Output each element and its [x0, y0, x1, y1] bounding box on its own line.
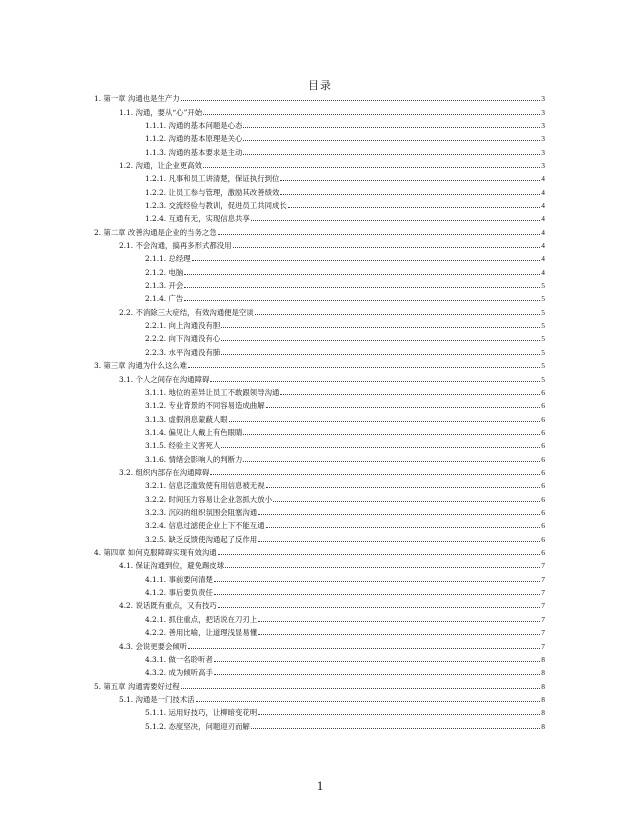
toc-entry-label: 3.2.4. 信息过滤使企业上下不能互通: [145, 521, 265, 531]
toc-entry[interactable]: [145, 183, 545, 196]
toc-entry-label: 3.2.3. 沉闷的组织氛围会阻塞沟通: [145, 508, 258, 518]
dot-leader: [196, 701, 541, 702]
toc-entry-label: 1.2.1. 凡事和员工讲清楚，保证执行到位: [145, 174, 280, 184]
toc-entry-page: 8: [541, 668, 545, 678]
toc-entry-page: 4: [541, 267, 545, 277]
toc-entry-page: 7: [541, 601, 545, 611]
dot-leader: [218, 234, 541, 235]
toc-entry-page: 5: [541, 294, 545, 304]
toc-entry-label: 3.1.2. 专业背景的不同容易造成曲解: [145, 401, 265, 411]
dot-leader: [280, 394, 540, 395]
dot-leader: [258, 514, 540, 515]
toc-entry[interactable]: [145, 170, 545, 183]
dot-leader: [221, 354, 540, 355]
toc-entry-page: 6: [541, 548, 545, 558]
dot-leader: [288, 207, 541, 208]
dot-leader: [258, 714, 540, 715]
dot-leader: [243, 154, 540, 155]
toc-entry-label: 4.2. 说话既有重点，又有技巧: [119, 601, 217, 611]
toc-entry-label: 4.3.2. 成为倾听高手: [145, 668, 213, 678]
toc-entry[interactable]: [145, 317, 545, 330]
toc-entry-page: 6: [541, 387, 545, 397]
toc-entry[interactable]: [145, 717, 545, 730]
toc-entry[interactable]: [145, 611, 545, 624]
toc-entry-page: 6: [541, 401, 545, 411]
toc-entry-label: 4. 第四章 如何克服障碍实现有效沟通: [94, 548, 217, 558]
dot-leader: [243, 140, 540, 141]
dot-leader: [251, 220, 540, 221]
toc-entry[interactable]: [145, 624, 545, 637]
dot-leader: [203, 114, 540, 115]
toc-entry-label: 3. 第三章 沟通为什么这么难: [94, 361, 188, 371]
toc-entry[interactable]: [119, 370, 545, 383]
toc-entry-label: 5.1. 沟通是一门技术活: [119, 694, 195, 704]
toc-entry-label: 1.2.2. 让员工参与管理，激励其改善绩效: [145, 187, 280, 197]
toc-entry-page: 4: [541, 241, 545, 251]
dot-leader: [218, 607, 541, 608]
toc-entry[interactable]: [145, 264, 545, 277]
toc-entry-page: 6: [541, 427, 545, 437]
toc-entry-label: 2.1.4. 广告: [145, 294, 184, 304]
toc-entry-label: 3.1.5. 经验主义害死人: [145, 441, 221, 451]
toc-entry[interactable]: [119, 157, 545, 170]
toc-entry-page: 4: [541, 214, 545, 224]
toc-entry-label: 3.2.1. 信息泛滥致使有用信息被无视: [145, 481, 265, 491]
toc-entry-page: 5: [541, 281, 545, 291]
toc-entry-label: 3.2. 组织内部存在沟通障碍: [119, 467, 210, 477]
dot-leader: [184, 287, 540, 288]
toc-entry[interactable]: [119, 103, 545, 116]
dot-leader: [218, 554, 541, 555]
dot-leader: [255, 314, 541, 315]
toc-entry-page: 6: [541, 414, 545, 424]
toc-entry-page: 5: [541, 347, 545, 357]
toc-entry-page: 3: [541, 107, 545, 117]
toc-entry[interactable]: [119, 464, 545, 477]
toc-entry[interactable]: [145, 130, 545, 143]
toc-entry-label: 1.1.3. 沟通的基本要求是主动: [145, 147, 243, 157]
toc-entry[interactable]: [119, 597, 545, 610]
dot-leader: [210, 381, 540, 382]
toc-entry-label: 4.3. 会说更要会倾听: [119, 641, 188, 651]
toc-entry-page: 3: [541, 160, 545, 170]
toc-entry-page: 3: [541, 120, 545, 130]
toc-entry-page: 7: [541, 574, 545, 584]
toc-entry[interactable]: [145, 517, 545, 530]
dot-leader: [229, 421, 541, 422]
toc-entry[interactable]: [145, 477, 545, 490]
toc-entry-label: 2.1. 不会沟通，搞再多形式都没用: [119, 241, 232, 251]
dot-leader: [251, 728, 540, 729]
toc-entry[interactable]: [119, 557, 545, 570]
toc-entry[interactable]: [145, 704, 545, 717]
toc-entry-page: 6: [541, 481, 545, 491]
toc-entry[interactable]: [119, 691, 545, 704]
toc-entry-label: 4.3.1. 做一名聆听者: [145, 654, 213, 664]
toc-entry-page: 7: [541, 641, 545, 651]
toc-entry-label: 2.2.2. 向下沟通没有心: [145, 334, 221, 344]
toc-entry-label: 1. 第一章 沟通也是生产力: [94, 94, 180, 104]
dot-leader: [188, 367, 540, 368]
toc-entry[interactable]: [145, 571, 545, 584]
toc-entry-page: 6: [541, 494, 545, 504]
toc-entry-page: 8: [541, 721, 545, 731]
toc-entry[interactable]: [145, 210, 545, 223]
toc-entry-page: 4: [541, 174, 545, 184]
toc-entry-page: 8: [541, 654, 545, 664]
toc-entry-page: 6: [541, 521, 545, 531]
toc-entry[interactable]: [145, 450, 545, 463]
dot-leader: [181, 688, 541, 689]
toc-entry-label: 2.2.3. 水平沟通没有肺: [145, 347, 221, 357]
toc-entry[interactable]: [94, 357, 545, 370]
toc-entry[interactable]: [145, 651, 545, 664]
toc-entry-label: 3.2.5. 缺乏反馈使沟通起了反作用: [145, 534, 258, 544]
dot-leader: [280, 180, 540, 181]
toc-entry[interactable]: [145, 344, 545, 357]
toc-entry-page: 8: [541, 681, 545, 691]
toc-entry-page: 5: [541, 361, 545, 371]
dot-leader: [184, 274, 540, 275]
toc-entry-label: 1.2.4. 互通有无，实现信息共享: [145, 214, 250, 224]
toc-entry-page: 7: [541, 628, 545, 638]
toc-entry[interactable]: [145, 197, 545, 210]
toc-entry[interactable]: [94, 224, 545, 237]
toc-entry-page: 4: [541, 227, 545, 237]
dot-leader: [221, 327, 540, 328]
toc-entry-label: 4.1. 保证沟通到位，避免踢皮球: [119, 561, 225, 571]
toc-entry-label: 4.2.2. 善用比喻，让道理浅显易懂: [145, 628, 258, 638]
dot-leader: [258, 541, 540, 542]
toc-entry-label: 1.2. 沟通，让企业更高效: [119, 160, 202, 170]
dot-leader: [266, 487, 541, 488]
toc-entry-label: 2.1.1. 总经理: [145, 254, 191, 264]
toc-entry-page: 5: [541, 307, 545, 317]
toc-entry-label: 3.2.2. 时间压力容易让企业忽抓大放小: [145, 494, 272, 504]
dot-leader: [184, 300, 540, 301]
dot-leader: [266, 407, 541, 408]
dot-leader: [266, 527, 541, 528]
toc-entry-page: 6: [541, 534, 545, 544]
toc-entry-label: 1.1.1. 沟通的基本问题是心态: [145, 120, 243, 130]
toc-entry[interactable]: [145, 437, 545, 450]
toc-entry-page: 7: [541, 588, 545, 598]
toc-entry-label: 1.1.2. 沟通的基本原理是关心: [145, 134, 243, 144]
dot-leader: [258, 621, 540, 622]
toc-entry[interactable]: [119, 304, 545, 317]
dot-leader: [203, 167, 540, 168]
toc-entry-label: 5.1.2. 态度坚决，问题迎刃而解: [145, 721, 250, 731]
toc-entry-label: 2.2. 不消除三大症结，有效沟通便是空谈: [119, 307, 254, 317]
toc-entry-label: 2. 第二章 改善沟通是企业的当务之急: [94, 227, 217, 237]
toc-entry[interactable]: [145, 504, 545, 517]
toc-entry-page: 6: [541, 467, 545, 477]
toc-entry-page: 3: [541, 94, 545, 104]
toc-entry[interactable]: [145, 330, 545, 343]
toc-entry[interactable]: [94, 677, 545, 690]
toc-entry-page: 6: [541, 508, 545, 518]
toc-entry-label: 1.2.3. 交流经验与教训，促进员工共同成长: [145, 200, 287, 210]
toc-entry-label: 2.1.3. 开会: [145, 281, 184, 291]
toc-entry[interactable]: [145, 491, 545, 504]
toc-entry[interactable]: [145, 250, 545, 263]
dot-leader: [214, 581, 540, 582]
toc-entry[interactable]: [145, 424, 545, 437]
toc-entry-page: 3: [541, 134, 545, 144]
dot-leader: [221, 340, 540, 341]
toc-entry[interactable]: [145, 117, 545, 130]
toc-entry[interactable]: [119, 237, 545, 250]
page-number: 1: [316, 778, 324, 793]
dot-leader: [214, 661, 540, 662]
dot-leader: [221, 447, 540, 448]
toc-entry-page: 5: [541, 321, 545, 331]
toc-entry[interactable]: [145, 531, 545, 544]
toc-entry[interactable]: [145, 397, 545, 410]
toc-entry-label: 3.1.3. 虚假消息蒙蔽人眼: [145, 414, 228, 424]
toc-entry-page: 3: [541, 147, 545, 157]
toc-entry-label: 4.1.1. 事前要问清楚: [145, 574, 213, 584]
toc-entry[interactable]: [94, 544, 545, 557]
toc-entry-page: 6: [541, 441, 545, 451]
dot-leader: [214, 674, 540, 675]
dot-leader: [243, 127, 540, 128]
dot-leader: [188, 648, 540, 649]
dot-leader: [181, 100, 541, 101]
toc-entry[interactable]: [145, 410, 545, 423]
toc-entry-label: 5. 第五章 沟通需要好过程: [94, 681, 180, 691]
toc-entry-page: 7: [541, 561, 545, 571]
dot-leader: [192, 260, 541, 261]
toc-entry[interactable]: [145, 664, 545, 677]
toc-entry-page: 4: [541, 254, 545, 264]
toc-entry-page: 4: [541, 200, 545, 210]
toc-entry-page: 7: [541, 614, 545, 624]
toc-entry-page: 5: [541, 374, 545, 384]
toc-entry-label: 3.1.4. 偏见让人戴上有色眼睛: [145, 427, 243, 437]
toc-entry[interactable]: [119, 637, 545, 650]
toc-entry-page: 8: [541, 708, 545, 718]
dot-leader: [225, 567, 540, 568]
toc-entry-label: 2.2.1. 向上沟通没有胆: [145, 321, 221, 331]
toc-entry-page: 6: [541, 454, 545, 464]
toc-entry-page: 5: [541, 334, 545, 344]
toc-entry[interactable]: [145, 384, 545, 397]
dot-leader: [214, 594, 540, 595]
dot-leader: [258, 634, 540, 635]
dot-leader: [280, 194, 540, 195]
toc-title: 目录: [308, 79, 332, 92]
toc-entry-label: 1.1. 沟通，要从“心”开始: [119, 107, 203, 117]
toc-entry-label: 5.1.1. 运用好技巧，让柳暗变花明: [145, 708, 258, 718]
toc-entry-label: 4.2.1. 抓住重点，把话说在刀刃上: [145, 614, 258, 624]
toc-entry[interactable]: [94, 90, 545, 103]
toc-entry-label: 2.1.2. 电脑: [145, 267, 184, 277]
dot-leader: [243, 434, 540, 435]
toc-entry-page: 4: [541, 187, 545, 197]
toc-entry[interactable]: [145, 584, 545, 597]
dot-leader: [243, 461, 540, 462]
dot-leader: [273, 501, 540, 502]
toc-entry-label: 3.1. 个人之间存在沟通障碍: [119, 374, 210, 384]
dot-leader: [233, 247, 541, 248]
toc-entry[interactable]: [145, 290, 545, 303]
toc-entry[interactable]: [145, 143, 545, 156]
toc-entry-label: 4.1.2. 事后要负责任: [145, 588, 213, 598]
toc-entry[interactable]: [145, 277, 545, 290]
dot-leader: [210, 474, 540, 475]
toc-entry-label: 3.1.6. 情绪会影响人的判断力: [145, 454, 243, 464]
toc-entry-label: 3.1.1. 地位的差异让员工不敢跟领导沟通: [145, 387, 280, 397]
toc-entry-page: 8: [541, 694, 545, 704]
